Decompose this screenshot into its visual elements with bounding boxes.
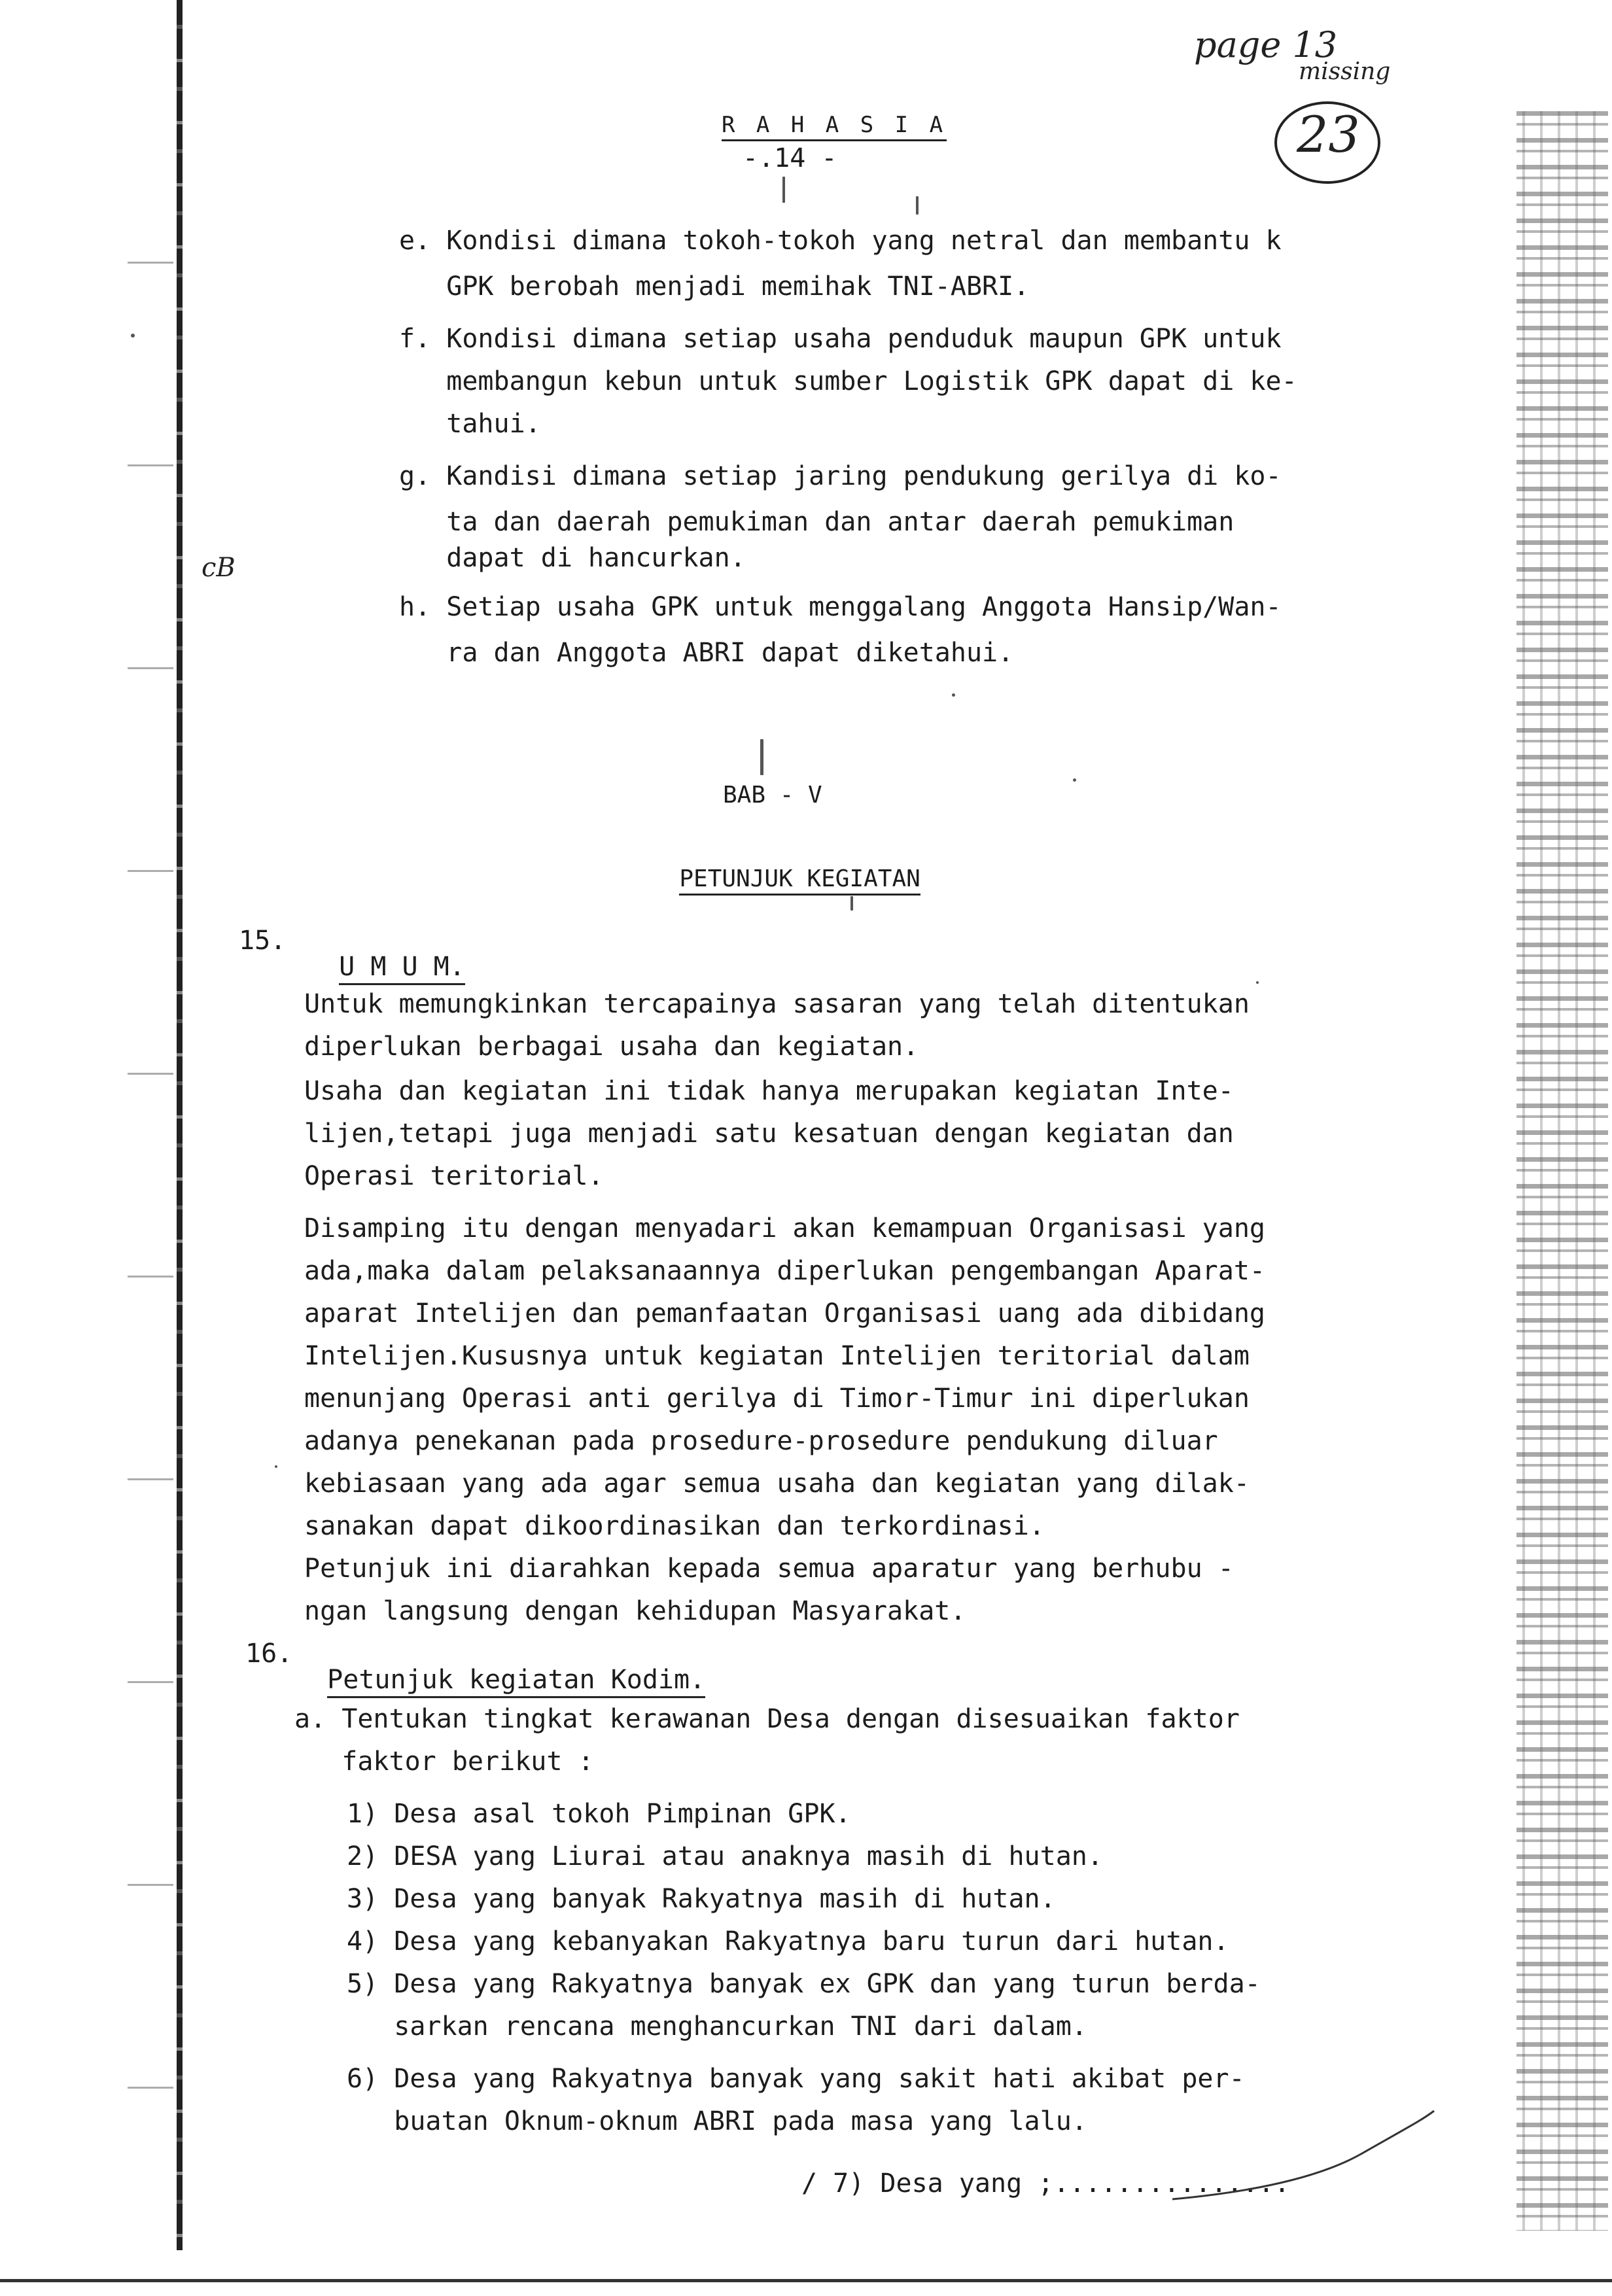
section-15-line: Petunjuk ini diarahkan kepada semua aparatur yang berhubu - — [304, 1554, 1234, 1584]
section-16-intro-cont: faktor berikut : — [294, 1747, 594, 1777]
scan-speck — [275, 1465, 277, 1468]
section-15-line: Usaha dan kegiatan ini tidak hanya merupakan kegiatan Inte- — [304, 1076, 1234, 1106]
section-16-intro: a. Tentukan tingkat kerawanan Desa dengan disesuaikan faktor — [294, 1704, 1240, 1734]
section-15-line: sanakan dapat dikoordinasikan dan terkordinasi. — [304, 1511, 1045, 1541]
handwritten-stroke — [1166, 2108, 1441, 2206]
page-number: -.14 - — [743, 143, 837, 173]
scan-speck — [782, 177, 785, 203]
section-15-line: adanya penekanan pada prosedure-prosedure pendukung diluar — [304, 1426, 1218, 1456]
section-15-heading: U M U M. — [339, 952, 465, 985]
scan-speck — [131, 334, 135, 338]
scan-left-edge — [177, 0, 183, 2250]
margin-initials: cB — [202, 553, 236, 583]
item-f-line-1: f. Kondisi dimana setiap usaha penduduk maupun GPK untuk — [399, 324, 1282, 354]
list-item: sarkan rencana menghancurkan TNI dari dalam. — [347, 2011, 1087, 2042]
section-15-line: ada,maka dalam pelaksanaannya diperlukan pengembangan Aparat- — [304, 1256, 1266, 1286]
section-15-line: lijen,tetapi juga menjadi satu kesatuan dengan kegiatan dan — [304, 1119, 1234, 1149]
section-15-number: 15. — [239, 926, 287, 956]
chapter-number: BAB - V — [723, 782, 822, 809]
scan-bottom-edge — [0, 2279, 1612, 2282]
handwritten-missing-note: missing — [1299, 58, 1391, 85]
item-g-line-2: ta dan daerah pemukiman dan antar daerah pemukiman — [399, 507, 1235, 537]
scan-speck — [760, 739, 763, 775]
section-15-line: Intelijen.Kususnya untuk kegiatan Intelijen teritorial dalam — [304, 1341, 1250, 1371]
item-e-line-1: e. Kondisi dimana tokoh-tokoh yang netral dan membantu k — [399, 226, 1282, 256]
section-15-line: menunjang Operasi anti gerilya di Timor-Timur ini diperlukan — [304, 1383, 1250, 1414]
item-g-line-1: g. Kandisi dimana setiap jaring pendukung gerilya di ko- — [399, 461, 1282, 491]
section-15-line: Disamping itu dengan menyadari akan kemampuan Organisasi yang — [304, 1213, 1266, 1244]
classification-heading: R A H A S I A — [722, 112, 947, 141]
list-item: 4) Desa yang kebanyakan Rakyatnya baru turun dari hutan. — [347, 1926, 1229, 1957]
scan-right-edge — [1516, 111, 1608, 2231]
scan-speck — [1073, 778, 1076, 782]
item-f-line-3: tahui. — [399, 409, 541, 439]
section-15-line: diperlukan berbagai usaha dan kegiatan. — [304, 1032, 919, 1062]
list-item: buatan Oknum-oknum ABRI pada masa yang lalu. — [347, 2106, 1087, 2136]
item-g-line-3: dapat di hancurkan. — [399, 543, 746, 573]
list-item: 6) Desa yang Rakyatnya banyak yang sakit hati akibat per- — [347, 2064, 1245, 2094]
list-item: 1) Desa asal tokoh Pimpinan GPK. — [347, 1799, 851, 1829]
scan-speck — [1256, 981, 1259, 984]
item-h-line-1: h. Setiap usaha GPK untuk menggalang Anggota Hansip/Wan- — [399, 592, 1282, 622]
section-15-line: aparat Intelijen dan pemanfaatan Organisasi uang ada dibidang — [304, 1298, 1266, 1329]
section-16-heading: Petunjuk kegiatan Kodim. — [327, 1665, 705, 1698]
scan-speck — [916, 196, 919, 215]
section-15-line: Operasi teritorial. — [304, 1161, 604, 1191]
section-15-line: kebiasaan yang ada agar semua usaha dan kegiatan yang dilak- — [304, 1469, 1250, 1499]
section-15-line: Untuk memungkinkan tercapainya sasaran yang telah ditentukan — [304, 989, 1250, 1019]
list-item: 3) Desa yang banyak Rakyatnya masih di hutan. — [347, 1884, 1056, 1914]
handwritten-number: 23 — [1297, 105, 1360, 164]
section-15-line: ngan langsung dengan kehidupan Masyarakat. — [304, 1596, 966, 1626]
item-f-line-2: membangun kebun untuk sumber Logistik GPK dapat di ke- — [399, 366, 1297, 396]
list-item: 2) DESA yang Liurai atau anaknya masih di hutan. — [347, 1841, 1103, 1871]
list-item: 5) Desa yang Rakyatnya banyak ex GPK dan yang turun berda- — [347, 1969, 1261, 1999]
scan-speck — [850, 896, 853, 911]
section-16-number: 16. — [245, 1639, 293, 1669]
chapter-title: PETUNJUK KEGIATAN — [679, 865, 920, 896]
handwritten-page-note: page 13 — [1194, 24, 1338, 65]
scan-speck — [952, 693, 955, 697]
continuation-catchword: / 7) Desa yang ;............... — [801, 2168, 1290, 2199]
item-e-line-2: GPK berobah menjadi memihak TNI-ABRI. — [399, 271, 1030, 302]
scan-left-noise — [128, 170, 173, 2263]
item-h-line-2: ra dan Anggota ABRI dapat diketahui. — [399, 638, 1014, 668]
